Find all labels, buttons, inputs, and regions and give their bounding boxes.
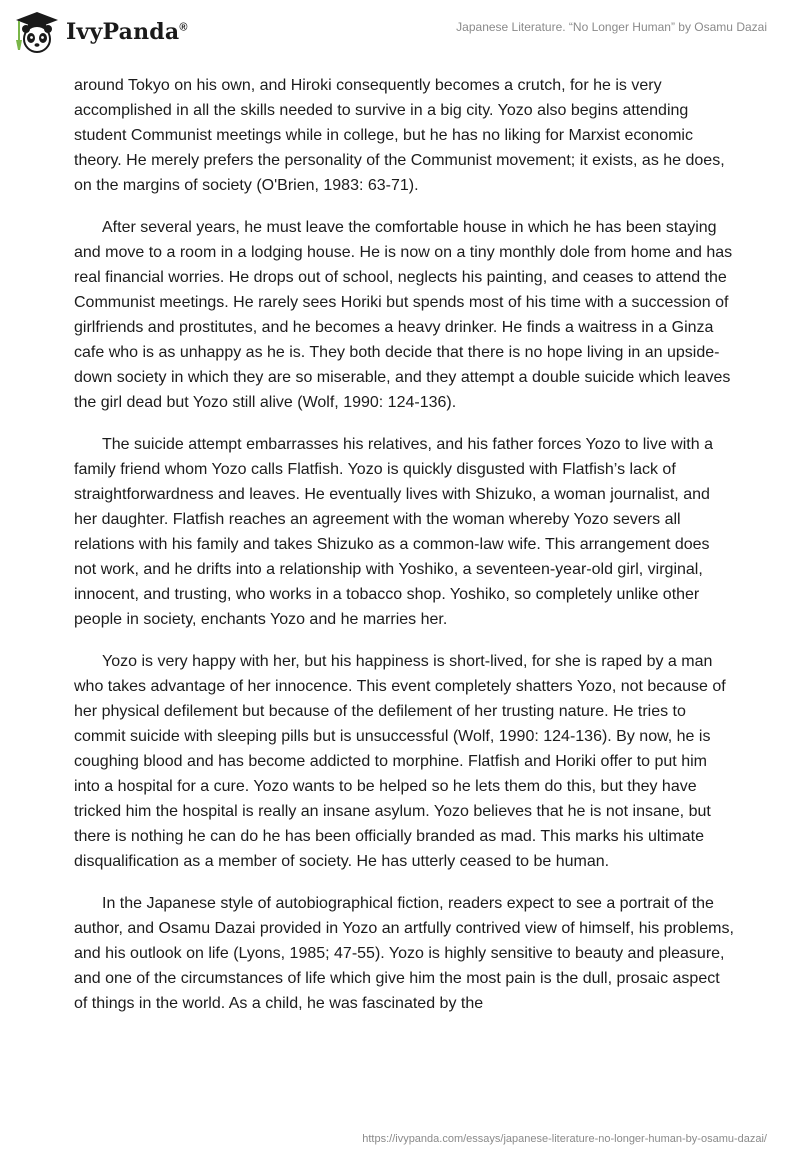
paragraph: Yozo is very happy with her, but his happiness is short-lived, for she is raped by a man who takes advantage of her innocence. This event completely shatters Yozo, not because of her physical defilement but because of the defilement of her trusting nature. He tries to commit suicide with sleeping pills but is unsuccessful (Wolf, 1990: 124-136). By now, he is coughing blood and has become addicted to morphine. Flatfish and Horiki offer to put him into a hospital for a cure. Yozo wants to be helped so he lets them do this, but they have tricked him the hospital is really an insane asylum. Yozo believes that he is not insane, but there is nothing he can do he has been officially branded as mad. This marks his ultimate disqualification as a member of society. He has utterly ceased to be human. xyxy=(74,653,726,870)
registered-mark: ® xyxy=(179,21,188,34)
ivypanda-logo[interactable] xyxy=(14,10,188,54)
page-header xyxy=(0,0,800,60)
paragraph: In the Japanese style of autobiographical fiction, readers expect to see a portrait of the author, and Osamu Dazai provided in Yozo an artfully contrived view of himself, his problems, and his outlook on life (Lyons, 1985; 47-55). Yozo is highly sensitive to beauty and pleasure, and one of the circumstances of life which give him the most pain is the dull, prosaic aspect of things in the world. As a child, he was fascinated by the xyxy=(74,895,734,1012)
document-title: Japanese Literature. “No Longer Human” by Osamu Dazai xyxy=(456,20,767,34)
logo-text: IvyPanda® xyxy=(66,19,188,45)
paragraph: The suicide attempt embarrasses his relatives, and his father forces Yozo to live with a family friend whom Yozo calls Flatfish. Yozo is quickly disgusted with Flatfish’s lack of straightforwardness and leaves. He eventually lives with Shizuko, a woman journalist, and her daughter. Flatfish reaches an agreement with the woman whereby Yozo severs all relations with his family and takes Shizuko as a common-law wife. This arrangement does not work, and he drifts into a relationship with Yoshiko, a seventeen-year-old girl, virginal, innocent, and trusting, who works in a tobacco shop. Yoshiko, so completely unlike other people in society, enchants Yozo and he marries her. xyxy=(74,436,713,628)
ivypanda-logo-icon xyxy=(14,10,60,54)
paragraph: around Tokyo on his own, and Hiroki consequently becomes a crutch, for he is very accomplished in all the skills needed to survive in a big city. Yozo also begins attending student Communist meetings while in college, but he has no liking for Marxist economic theory. He merely prefers the personality of the Communist movement; it exists, as he does, on the margins of society (O'Brien, 1983: 63-71). xyxy=(74,77,725,194)
paragraph: After several years, he must leave the comfortable house in which he has been staying and move to a room in a lodging house. He is now on a tiny monthly dole from home and has real financial worries. He drops out of school, neglects his painting, and ceases to attend the Communist meetings. He rarely sees Horiki but spends most of his time with a succession of girlfriends and prostitutes, and he becomes a heavy drinker. He finds a waitress in a Ginza cafe who is as unhappy as he is. They both decide that there is no hope living in an upside-down society in which they are so miserable, and they attempt a double suicide which leaves the girl dead but Yozo still alive (Wolf, 1990: 124-136). xyxy=(74,219,733,411)
essay-body xyxy=(74,73,734,1033)
source-url[interactable]: https://ivypanda.com/essays/japanese-literature-no-longer-human-by-osamu-dazai/ xyxy=(362,1133,767,1145)
